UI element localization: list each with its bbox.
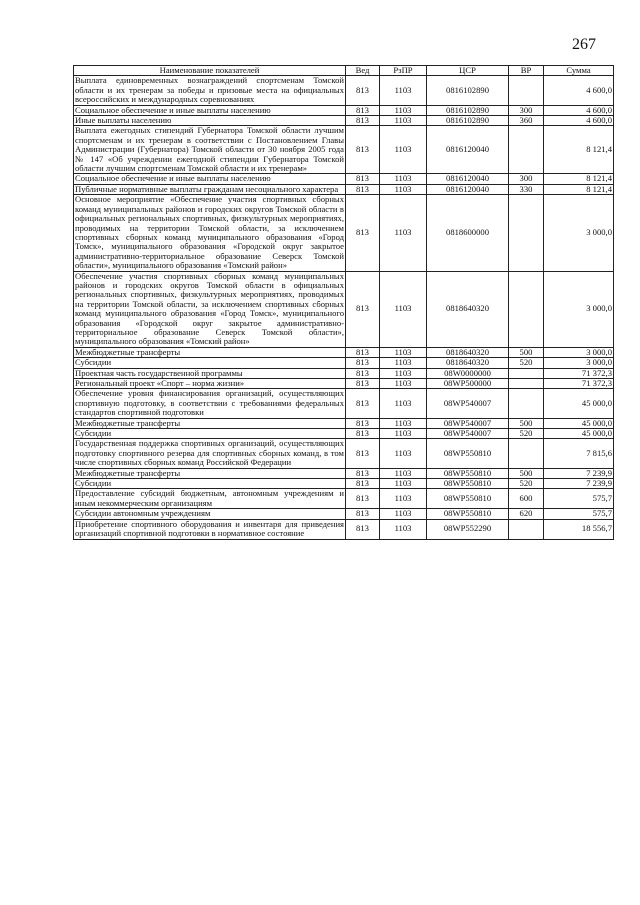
cell-sum: 71 372,3 [544,379,614,389]
cell-vr: 520 [509,358,544,368]
cell-name: Проектная часть государственной программы [74,368,346,378]
cell-name: Основное мероприятие «Обеспечение участия спортивных сборных команд муниципальных районов и городских округов Томской области в официальных региональных спортивных, физкультурных мероприятиях, проводимых на территории Томской области, за исключением спортивных сборных команд муниципального образования «Город Томск», муниципального образования «Городской округ закрытое административно-территориальное образование Северск Томской области», муниципального образования «Томский район» [75,194,344,271]
cell-rzpr: 1103 [380,347,427,357]
cell-sum: 3 000,0 [544,271,614,347]
cell-rzpr: 1103 [380,76,427,105]
table-row [74,358,614,368]
cell-vr: 300 [509,105,544,115]
cell-csr: 0818640320 [427,271,509,347]
cell-name: Публичные нормативные выплаты гражданам несоциального характера [74,184,346,194]
cell-rzpr: 1103 [380,105,427,115]
cell-vr: 520 [509,479,544,489]
cell-sum: 575,7 [544,509,614,519]
cell-name: Выплата единовременных вознаграждений спортсменам Томской области и их тренерам за победы и призовые места на официальных всероссийских и международных соревнованиях [75,75,344,105]
table-row [74,489,614,509]
cell-name: Социальное обеспечение и иные выплаты населению [74,174,346,184]
cell-vr: 620 [509,509,544,519]
cell-name: Государственная поддержка спортивных организаций, осуществляющих подготовку спортивного резерва для спортивных сборных команд, в том числе спортивных сборных команд Российской Федерации [75,438,344,468]
cell-ved: 813 [346,509,380,519]
cell-rzpr: 1103 [380,489,427,509]
cell-sum: 3 000,0 [544,347,614,357]
cell-csr: 0816102890 [427,105,509,115]
cell-ved: 813 [346,489,380,509]
cell-ved: 813 [346,347,380,357]
cell-sum: 3 000,0 [544,195,614,271]
page-number: 267 [572,36,596,53]
cell-vr [509,76,544,105]
cell-csr: 08WP540007 [427,418,509,428]
cell-sum: 8 121,4 [544,174,614,184]
header-rzpr: РзПР [380,66,427,76]
table-header-row [74,66,614,76]
cell-ved: 813 [346,479,380,489]
cell-name: Приобретение спортивного оборудования и инвентаря для приведения организаций спортивной подготовки в нормативное состояние [75,518,344,539]
cell-csr: 08W0000000 [427,368,509,378]
cell-sum: 8 121,4 [544,126,614,174]
table-row [74,509,614,519]
cell-sum: 4 600,0 [544,76,614,105]
cell-name: Выплата ежегодных стипендий Губернатора Томской области лучшим спортсменам и их тренерам в соответствии с Постановлением Главы Администрации (Губернатора) Томской области от 30 ноября 2005 года № 147 «Об учреждении ежегодной стипендии Губернатора Томской области лучшим спортсменам Томской области и их тренерам» [75,125,344,174]
cell-ved: 813 [346,418,380,428]
cell-vr: 500 [509,347,544,357]
cell-ved: 813 [346,389,380,418]
table-row [74,479,614,489]
cell-name: Субсидии [74,429,346,439]
cell-vr: 500 [509,468,544,478]
cell-csr: 0818640320 [427,358,509,368]
table-row [74,184,614,194]
cell-vr: 330 [509,184,544,194]
table-row [74,429,614,439]
cell-csr: 08WP550810 [427,509,509,519]
cell-vr [509,519,544,539]
cell-ved: 813 [346,429,380,439]
cell-rzpr: 1103 [380,429,427,439]
cell-vr: 500 [509,418,544,428]
cell-vr [509,439,544,468]
cell-name: Субсидии автономным учреждениям [74,509,346,519]
cell-name: Обеспечение участия спортивных сборных команд муниципальных районов и городских округов Томской области в официальных региональных спортивных, физкультурных мероприятиях, проводимых на территории Томской области, за исключением спортивных сборных команд муниципального образования «Город Томск», муниципального образования «Городской округ закрытое административно-территориальное образование Северск Томской области», муниципального образования «Томский район» [75,270,344,347]
cell-ved: 813 [346,368,380,378]
cell-sum: 3 000,0 [544,358,614,368]
cell-vr [509,195,544,271]
table-row [74,418,614,428]
cell-csr: 08WP500000 [427,379,509,389]
cell-vr [509,389,544,418]
cell-csr: 08WP550810 [427,489,509,509]
table-row [74,126,614,174]
cell-ved: 813 [346,358,380,368]
cell-vr: 520 [509,429,544,439]
cell-rzpr: 1103 [380,509,427,519]
cell-name: Субсидии [74,479,346,489]
cell-ved: 813 [346,126,380,174]
cell-rzpr: 1103 [380,479,427,489]
cell-name: Социальное обеспечение и иные выплаты населению [74,105,346,115]
cell-csr: 0818640320 [427,347,509,357]
cell-name: Предоставление субсидий бюджетным, автономным учреждениям и иным некоммерческим организациям [75,488,344,508]
table-row [74,76,614,105]
cell-rzpr: 1103 [380,418,427,428]
cell-vr: 300 [509,174,544,184]
table-row [74,379,614,389]
cell-csr: 08WP540007 [427,389,509,418]
cell-ved: 813 [346,76,380,105]
cell-sum: 575,7 [544,489,614,509]
cell-rzpr: 1103 [380,358,427,368]
table-row [74,116,614,126]
cell-vr: 360 [509,116,544,126]
table-row [74,368,614,378]
table-row [74,439,614,468]
cell-rzpr: 1103 [380,389,427,418]
cell-name: Обеспечение уровня финансирования организаций, осуществляющих спортивную подготовку, в соответствии с требованиями федеральных стандартов спортивной подготовки [75,388,344,418]
table-row [74,195,614,271]
cell-vr [509,126,544,174]
cell-csr: 0816120040 [427,126,509,174]
cell-csr: 0818600000 [427,195,509,271]
header-name: Наименование показателей [74,66,346,76]
header-ved: Вед [346,66,380,76]
cell-rzpr: 1103 [380,368,427,378]
cell-ved: 813 [346,519,380,539]
cell-csr: 08WP550810 [427,439,509,468]
cell-csr: 0816102890 [427,76,509,105]
cell-sum: 7 815,6 [544,439,614,468]
cell-sum: 4 600,0 [544,116,614,126]
cell-rzpr: 1103 [380,468,427,478]
cell-rzpr: 1103 [380,116,427,126]
table-row [74,174,614,184]
cell-rzpr: 1103 [380,379,427,389]
cell-csr: 08WP550810 [427,479,509,489]
cell-csr: 08WP540007 [427,429,509,439]
cell-name: Межбюджетные трансферты [74,418,346,428]
table-row [74,519,614,539]
cell-name: Региональный проект «Спорт – норма жизни» [74,379,346,389]
cell-vr [509,271,544,347]
cell-sum: 4 600,0 [544,105,614,115]
cell-rzpr: 1103 [380,195,427,271]
cell-ved: 813 [346,379,380,389]
cell-sum: 45 000,0 [544,429,614,439]
header-csr: ЦСР [427,66,509,76]
cell-rzpr: 1103 [380,439,427,468]
cell-sum: 18 556,7 [544,519,614,539]
cell-rzpr: 1103 [380,184,427,194]
cell-vr [509,368,544,378]
cell-rzpr: 1103 [380,519,427,539]
cell-rzpr: 1103 [380,174,427,184]
cell-csr: 08WP552290 [427,519,509,539]
cell-name: Межбюджетные трансферты [74,347,346,357]
cell-rzpr: 1103 [380,271,427,347]
cell-csr: 0816102890 [427,116,509,126]
cell-vr [509,379,544,389]
cell-sum: 45 000,0 [544,418,614,428]
cell-ved: 813 [346,468,380,478]
cell-sum: 71 372,3 [544,368,614,378]
cell-vr: 600 [509,489,544,509]
cell-csr: 0816120040 [427,184,509,194]
cell-ved: 813 [346,439,380,468]
cell-sum: 7 239,9 [544,479,614,489]
cell-ved: 813 [346,271,380,347]
cell-ved: 813 [346,116,380,126]
cell-rzpr: 1103 [380,126,427,174]
cell-sum: 45 000,0 [544,389,614,418]
cell-ved: 813 [346,195,380,271]
cell-ved: 813 [346,174,380,184]
cell-csr: 08WP550810 [427,468,509,478]
cell-sum: 8 121,4 [544,184,614,194]
table-row [74,105,614,115]
table-row [74,347,614,357]
cell-name: Субсидии [74,358,346,368]
table-row [74,271,614,347]
header-sum: Сумма [544,66,614,76]
cell-ved: 813 [346,184,380,194]
budget-table [73,65,614,540]
cell-csr: 0816120040 [427,174,509,184]
table-row [74,389,614,418]
header-vr: ВР [509,66,544,76]
cell-name: Межбюджетные трансферты [74,468,346,478]
table-row [74,468,614,478]
cell-name: Иные выплаты населению [74,116,346,126]
cell-sum: 7 239,9 [544,468,614,478]
cell-ved: 813 [346,105,380,115]
